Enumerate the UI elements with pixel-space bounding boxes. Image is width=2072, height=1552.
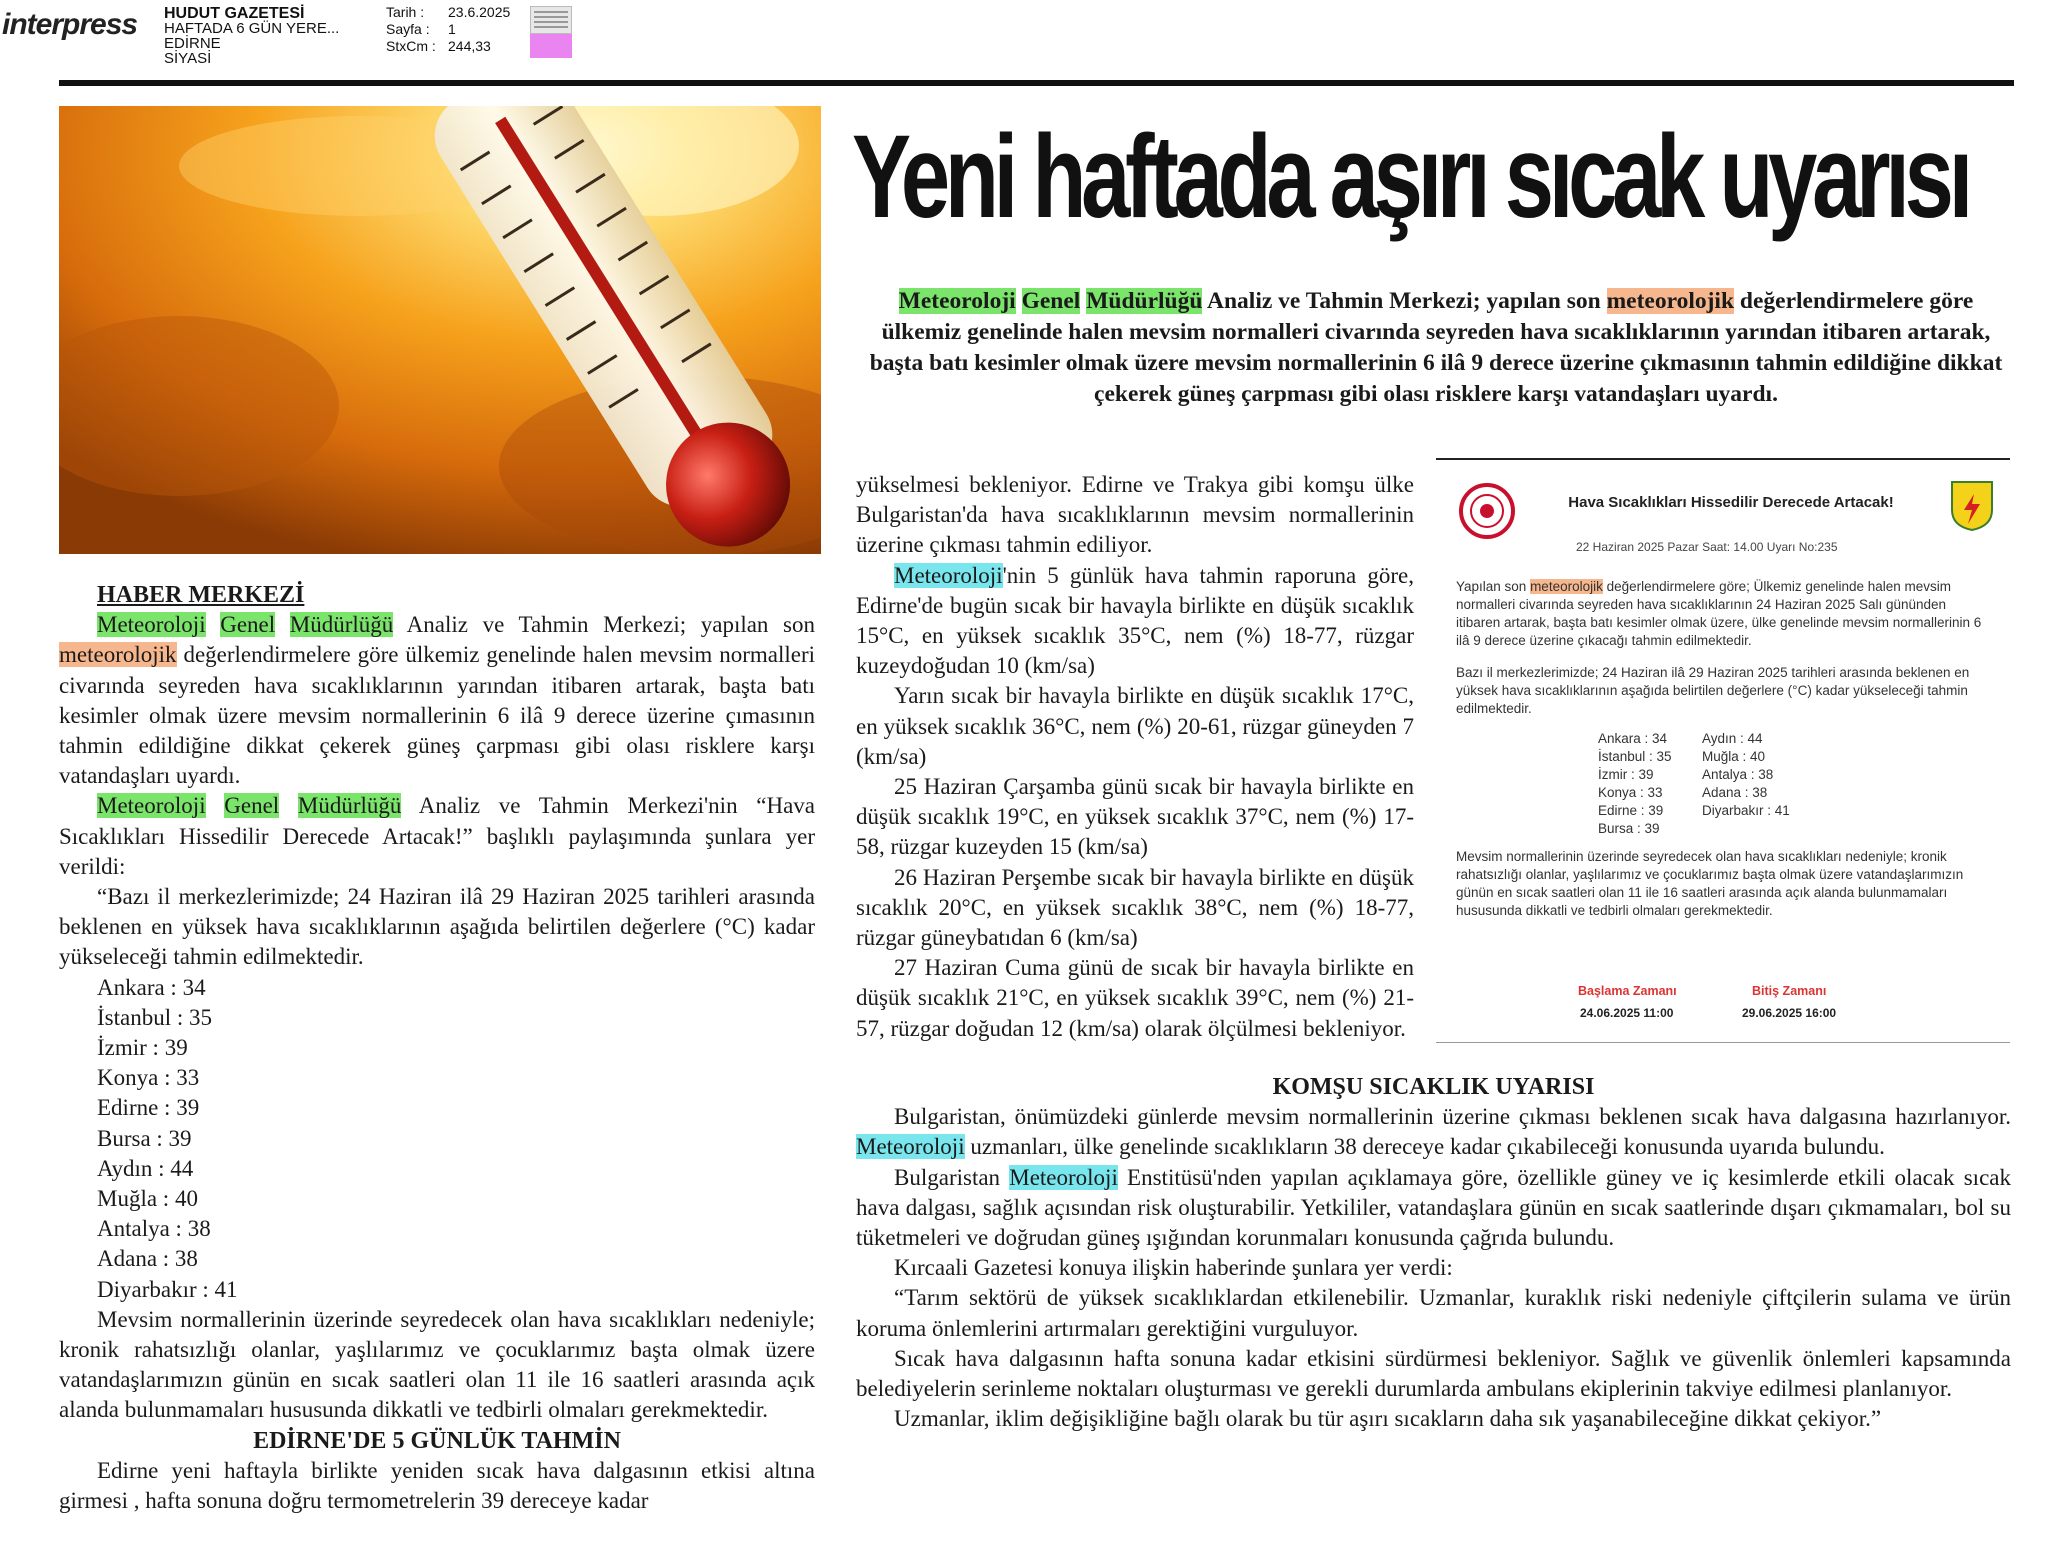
city-temp: İstanbul : 35 [1598,749,1672,764]
paragraph-text: Bulgaristan [894,1164,1010,1190]
weather-warning-card [1436,458,2010,1043]
article-column-3 [856,1072,2011,1434]
warning-text: Yapılan son [1456,579,1531,594]
lead-text: değerlendirmelere göre ülkemiz genelinde halen mevsim normalleri civarında seyreden hava sıcaklıklarının yarından itibaren artarak, başta batı kesimler olmak üzere mevsim normallerinin 6 ilâ 9 derece üzerine çıkmasının tahmin edildiğine dikkat çekerek güneş çarpması gibi olası risklere karşı vatandaşları uyardı. [869,288,2003,407]
highlight-keyword: Meteoroloji [1009,1164,1118,1190]
date-label: Tarih : [386,4,425,20]
city-temp: Diyarbakır : 41 [97,1276,238,1302]
highlight-keyword: Meteoroloji [97,612,206,638]
publication-name: HUDUT GAZETESİ [164,5,305,22]
start-time-value: 24.06.2025 11:00 [1580,1006,1674,1020]
page-label: Sayfa : [386,21,430,37]
highlight-keyword: Meteoroloji [894,562,1003,588]
date-value: 23.6.2025 [448,4,511,20]
color-swatch [530,34,572,58]
paragraph-text: uzmanları, ülke genelinde sıcaklıkların 38 dereceye kadar çıkabileceği konusunda uyarıda bulundu. [964,1134,1885,1160]
end-time-label: Bitiş Zamanı [1752,984,1827,998]
article-headline: Yeni haftada aşırı sıcak uyarısı [852,111,1968,243]
city-temp: Ankara : 34 [97,974,206,1000]
subhead: KOMŞU SICAKLIK UYARISI [1272,1074,1595,1100]
publication-city: EDİRNE [164,35,221,52]
stxcm-label: StxCm : [386,38,436,54]
meteoroloji-logo-icon [1950,480,1994,532]
paragraph: Uzmanlar, iklim değişikliğine bağlı olarak bu tür aşırı sıcakların daha sık yaşanabileceğine dikkat çekiyor.” [894,1406,1882,1432]
city-temp: Konya : 33 [1598,785,1663,800]
warning-title: Hava Sıcaklıkları Hissedilir Derecede Artacak! [1568,494,1894,511]
city-temp: Diyarbakır : 41 [1702,803,1790,818]
warning-cities-right [1702,730,1790,820]
warning-text: değerlendirmelere göre; Ülkemiz genelinde halen mevsim normalleri civarında seyreden hava sıcaklıklarının 24 Haziran 2025 Salı gününden itibaren artarak, başta batı kesimler olmak üzere, ülke genelinde mevsim normallerinin 6 ilâ 9 derece üzerine çıkacağı tahmin edilmektedir. [1456,579,1982,648]
city-temp: Aydın : 44 [97,1155,194,1181]
publication-section: HAFTADA 6 GÜN YERE... [164,20,340,37]
highlight-keyword: Müdürlüğü [289,612,394,638]
publication-info [164,6,339,66]
highlight-keyword: meteorolojik [1606,288,1735,314]
paragraph [856,1163,2011,1254]
city-temp: İstanbul : 35 [97,1004,212,1030]
city-temp: Konya : 33 [97,1065,200,1091]
highlight-keyword: Meteoroloji [856,1134,965,1160]
paragraph [59,791,815,882]
byline: HABER MERKEZİ [97,582,305,608]
paragraph: Yarın sıcak bir havayla birlikte en düşük sıcaklık 17°C, en yüksek sıcaklık 36°C, nem (%) 20-61, rüzgar güneyden 7 (km/sa) [856,683,1414,769]
publication-category: SİYASİ [164,50,212,67]
page-value: 1 [448,21,456,37]
end-time-value: 29.06.2025 16:00 [1742,1006,1837,1020]
highlight-keyword: Meteoroloji [898,288,1016,314]
city-temp: İzmir : 39 [1598,767,1654,782]
paragraph [856,1102,2011,1162]
paragraph: Mevsim normallerinin üzerinde seyredecek olan hava sıcaklıkları nedeniyle; kronik rahatsızlığı olanlar, yaşlılarımız ve çocuklarımız başta olmak üzere vatandaşlarımızın günün en sıcak saatleri olan 11 ile 16 saatleri arasında açık alanda bulunmamaları hususunda dikkatli ve tedbirli olmaları gerekmektedir. [59,1306,815,1423]
article-column-1 [59,580,815,1516]
paragraph: Sıcak hava dalgasının hafta sonuna kadar etkisini sürdürmesi bekleniyor. Sağlık ve güvenlik önlemleri kapsamında belediyelerin serinleme noktaları oluşturması ve gerekli durumlarda ambulans ekiplerinin takviye edilmesi planlanıyor. [856,1345,2011,1402]
city-temp: Bursa : 39 [1598,821,1660,836]
highlight-keyword: Genel [1021,288,1081,314]
thermometer-photo [59,106,821,554]
city-temp: Bursa : 39 [97,1125,192,1151]
highlight-keyword: Genel [220,612,276,638]
warning-body-2: Bazı il merkezlerimizde; 24 Haziran ilâ 29 Haziran 2025 tarihleri arasında beklenen en yüksek hava sıcaklıklarının aşağıda belirtilen değerlere (°C) kadar yükseleceği tahmin edilmektedir. [1456,665,1970,716]
warning-cities-left [1598,730,1672,838]
city-temp: Antalya : 38 [1702,767,1774,782]
city-temp: Muğla : 40 [1702,749,1766,764]
paragraph [856,561,1414,682]
lead-text: Analiz ve Tahmin Merkezi; yapılan son [1202,288,1607,314]
paragraph-text: Bulgaristan, önümüzdeki günlerde mevsim normallerinin üzerine çıkması beklenen sıcak hava dalgasına hazırlanıyor. [894,1104,2011,1130]
paragraph: “Tarım sektörü de yüksek sıcaklıklardan etkilenebilir. Uzmanlar, kuraklık riski nedeniyle çiftçilerin sulama ve ürün koruma önlemlerini artırmaları gerektiğini vurguluyor. [856,1285,2011,1341]
article-column-2 [856,470,1414,1044]
city-temp: İzmir : 39 [97,1035,188,1061]
city-temp: Adana : 38 [97,1246,198,1272]
interpress-logo: interpress [2,8,138,41]
warning-date-line: 22 Haziran 2025 Pazar Saat: 14.00 Uyarı No:235 [1576,540,1838,554]
city-temp: Edirne : 39 [1598,803,1664,818]
paragraph [59,610,815,791]
paragraph: 26 Haziran Perşembe sıcak bir havayla birlikte en düşük sıcaklık 20°C, en yüksek sıcaklık 38°C, nem (%) 18-77, rüzgar güneybatıdan 6 (km/sa) [856,864,1414,951]
highlight-keyword: Meteoroloji [97,793,206,819]
paragraph-text: değerlendirmelere göre ülkemiz genelinde halen mevsim normalleri civarında seyreden hava sıcaklıklarının yarından itibaren artarak, başta batı kesimler olmak üzere mevsim normallerinin 6 ilâ 9 derece üzerine çımasının tahmin edildiğine dikkat çekerek güneş çarpması gibi olası risklere karşı vatandaşları uyardı. [59,642,815,789]
paragraph: Edirne yeni haftayla birlikte yeniden sıcak hava dalgasının etkisi altına girmesi , hafta sonuna doğru termometrelerin 39 dereceye kadar [59,1457,815,1514]
city-temp: Antalya : 38 [97,1216,211,1242]
city-temp: Adana : 38 [1702,785,1768,800]
clipping-header [0,0,2072,80]
paragraph: “Bazı il merkezlerimizde; 24 Haziran ilâ 29 Haziran 2025 tarihleri arasında beklenen en yüksek hava sıcaklıklarının aşağıda belirtilen değerlere (°C) kadar yükseleceği tahmin edilmektedir. [59,884,815,970]
highlight-keyword: Müdürlüğü [1086,288,1203,314]
ministry-seal-icon [1458,482,1516,540]
warning-body-3: Mevsim normallerinin üzerinde seyredecek olan hava sıcaklıkları nedeniyle; kronik rahatsızlığı olanlar, yaşlılarımız ve çocuklarımız başta olmak üzere vatandaşlarımızın günün en sıcak saatleri olan 11 ile 16 saatleri arasında açık alanda bulunmamaları hususunda dikkatli ve tedbirli olmaları gerekmektedir. [1456,849,1964,918]
city-temp: Edirne : 39 [97,1095,200,1121]
warning-body-1 [1456,578,1994,650]
paragraph: yükselmesi bekleniyor. Edirne ve Trakya gibi komşu ülke Bulgaristan'da hava sıcaklıklarının mevsim normallerinin üzerine çıkması tahmin ediliyor. [856,472,1414,558]
subhead: EDİRNE'DE 5 GÜNLÜK TAHMİN [253,1427,621,1454]
city-temp: Aydın : 44 [1702,731,1763,746]
paragraph: 25 Haziran Çarşamba günü sıcak bir havayla birlikte en düşük sıcaklık 19°C, en yüksek sıcaklık 37°C, nem (%) 17-58, rüzgar kuzeyden 15 (km/sa) [856,774,1414,860]
city-temp: Muğla : 40 [97,1186,198,1212]
highlight-keyword: meteorolojik [59,642,177,668]
city-temp: Ankara : 34 [1598,731,1668,746]
paragraph-text: 'nin 5 günlük hava tahmin raporuna göre, Edirne'de bugün sıcak bir havayla birlikte en düşük sıcaklık 15°C, en yüksek sıcaklık 35°C, nem (%) 18-77, rüzgar kuzeydoğudan 10 (km/sa) [856,562,1414,679]
start-time-label: Başlama Zamanı [1578,984,1677,998]
header-rule [59,80,2014,86]
paragraph-text: Analiz ve Tahmin Merkezi; yapılan son [393,612,816,638]
highlight-keyword: Genel [224,793,280,819]
highlight-keyword: Müdürlüğü [297,793,402,819]
article-lead [860,286,2012,410]
paragraph: 27 Haziran Cuma günü de sıcak bir havayla birlikte en düşük sıcaklık 21°C, en yüksek sıcaklık 39°C, nem (%) 21-57, rüzgar doğudan 12 (km/sa) olarak ölçülmesi bekleniyor. [856,955,1414,1041]
paragraph: Kırcaali Gazetesi konuya ilişkin haberinde şunlara yer verdi: [894,1255,1453,1281]
paragraph-text: Enstitüsü'nden yapılan açıklamaya göre, özellikle güney ve iç kesimlerde etkili olacak sıcak hava dalgası, sağlık açısından risk oluşturabilir. Yetkililer, vatandaşlara günün en sıcak saatlerinde dışarı çıkmamaları, bol su tüketmeleri ve doğrudan güneş ışığından korunmaları konusunda çağrıda bulundu. [856,1164,2011,1251]
paragraph-text: Analiz ve Tahmin Merkezi'nin “Hava Sıcaklıkları Hissedilir Derecede Artacak!” başlıklı paylaşımında şunlara yer verildi: [59,793,815,879]
highlight-keyword: meteorolojik [1530,579,1603,594]
clipping-meta [386,4,510,55]
stxcm-value: 244,33 [448,38,491,54]
page-thumbnail[interactable] [530,6,572,34]
